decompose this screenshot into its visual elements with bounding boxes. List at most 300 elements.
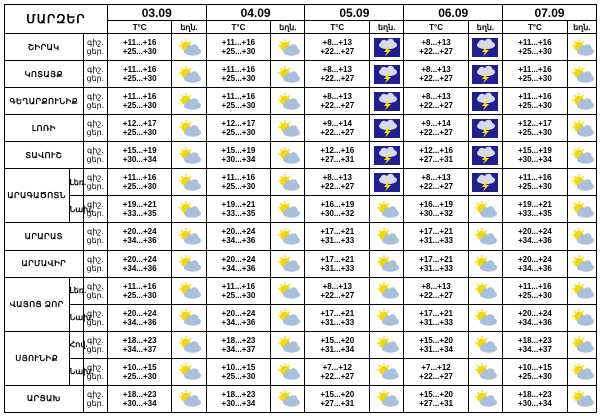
weather-cell xyxy=(567,142,596,169)
weather-cell xyxy=(271,61,305,88)
temperature-cell xyxy=(404,34,469,61)
day-temperature: +25...+30 xyxy=(517,182,552,192)
weather-cell xyxy=(370,61,404,88)
weather-cell xyxy=(271,223,305,250)
day-temperature: +31...+33 xyxy=(419,236,453,246)
weather-cell xyxy=(271,385,305,412)
forecast-row xyxy=(5,277,597,304)
temperature-cell xyxy=(206,358,271,385)
day-temperature: +25...+30 xyxy=(122,290,157,300)
temperature-cell xyxy=(107,115,172,142)
region-name: ԱՐԱՐԱՏ xyxy=(5,223,84,250)
weather-cell xyxy=(370,304,404,331)
day-temperature: +22...+27 xyxy=(320,47,355,57)
zone-label: Նախ. xyxy=(69,196,83,223)
day-label: ցեր. xyxy=(86,236,104,246)
day-temperature: +22...+27 xyxy=(419,128,453,138)
day-temperature: +34...+36 xyxy=(221,236,256,246)
date-header-1: 03.09 xyxy=(107,5,206,21)
sun-cloud-icon xyxy=(370,308,403,327)
sun-cloud-icon xyxy=(271,308,304,327)
sun-cloud-icon xyxy=(172,254,205,273)
temperature-cell xyxy=(107,34,172,61)
time-labels xyxy=(83,115,107,142)
night-temperature: +18...+23 xyxy=(122,389,157,399)
night-temperature: +15...+19 xyxy=(122,146,157,156)
weather-cell xyxy=(172,385,206,412)
time-labels xyxy=(83,385,107,412)
temperature-cell xyxy=(404,61,469,88)
temperature-cell xyxy=(305,88,370,115)
forecast-row xyxy=(5,169,597,196)
night-temperature: +12...+16 xyxy=(320,146,355,156)
sun-cloud-icon xyxy=(271,254,304,273)
sun-cloud-icon xyxy=(271,65,304,84)
temperature-cell xyxy=(503,115,568,142)
night-temperature: +8...+13 xyxy=(322,173,352,183)
sun-cloud-icon xyxy=(568,173,596,192)
night-label: գիշ. xyxy=(86,173,104,183)
weather-cell xyxy=(172,169,206,196)
forecast-row xyxy=(5,196,597,223)
weather-cell xyxy=(172,250,206,277)
night-temperature: +12...+17 xyxy=(221,119,256,129)
forecast-table xyxy=(4,4,597,413)
night-temperature: +8...+13 xyxy=(322,65,352,75)
night-temperature: +17...+21 xyxy=(320,254,355,264)
temperature-cell xyxy=(206,142,271,169)
sun-cloud-icon xyxy=(271,146,304,165)
day-temperature: +34...+36 xyxy=(221,317,256,327)
forecast-row xyxy=(5,115,597,142)
night-temperature: +10...+15 xyxy=(517,362,552,372)
day-temperature: +22...+27 xyxy=(419,74,453,84)
night-label: գիշ. xyxy=(86,254,104,264)
day-temperature: +33...+35 xyxy=(221,209,256,219)
day-temperature: +30...+32 xyxy=(320,209,355,219)
sun-cloud-icon xyxy=(172,92,205,111)
day-temperature: +22...+27 xyxy=(419,101,453,111)
weather-cell xyxy=(468,142,502,169)
time-labels xyxy=(83,331,107,358)
temperature-cell xyxy=(503,385,568,412)
forecast-row xyxy=(5,88,597,115)
region-name: ՎԱՅՈՑ ՁՈՐ xyxy=(5,277,70,331)
sun-cloud-icon xyxy=(271,92,304,111)
night-temperature: +11...+16 xyxy=(122,281,157,291)
day-temperature: +30...+34 xyxy=(221,155,256,165)
night-temperature: +11...+16 xyxy=(518,38,552,48)
sun-cloud-icon xyxy=(568,146,596,165)
day-temperature: +22...+27 xyxy=(419,182,453,192)
weather-cell xyxy=(172,358,206,385)
weather-cell xyxy=(271,277,305,304)
sun-cloud-icon xyxy=(568,335,596,354)
night-temperature: +9...+14 xyxy=(421,119,451,129)
night-temperature: +20...+24 xyxy=(517,308,552,318)
day-temperature: +25...+30 xyxy=(221,74,256,84)
temperature-cell xyxy=(206,250,271,277)
weather-cell xyxy=(271,196,305,223)
temperature-cell xyxy=(404,142,469,169)
temperature-cell xyxy=(305,385,370,412)
night-temperature: +17...+21 xyxy=(419,254,453,264)
sun-cloud-icon xyxy=(172,38,205,57)
region-name: ԱՐԱԳԱԾՈՏՆ xyxy=(5,169,70,223)
storm-cloud-icon xyxy=(370,119,403,138)
day-temperature: +22...+27 xyxy=(419,371,453,381)
night-label: գիշ. xyxy=(86,227,104,237)
temperature-cell xyxy=(404,385,469,412)
temperature-cell xyxy=(206,115,271,142)
weather-cell xyxy=(271,358,305,385)
day-temperature: +31...+33 xyxy=(320,236,355,246)
day-temperature: +34...+37 xyxy=(122,344,157,354)
sun-cloud-icon xyxy=(568,389,596,408)
sun-cloud-icon xyxy=(568,227,596,246)
temperature-cell xyxy=(107,358,172,385)
day-temperature: +25...+30 xyxy=(517,47,552,57)
forecast-row xyxy=(5,34,597,61)
sun-cloud-icon xyxy=(172,200,205,219)
day-temperature: +27...+31 xyxy=(320,398,355,408)
night-temperature: +16...+19 xyxy=(419,200,453,210)
night-temperature: +18...+23 xyxy=(221,389,256,399)
time-labels xyxy=(83,304,107,331)
day-temperature: +27...+31 xyxy=(419,398,453,408)
date-header-5: 07.09 xyxy=(503,5,597,21)
day-temperature: +34...+36 xyxy=(122,236,157,246)
night-temperature: +11...+16 xyxy=(122,65,157,75)
night-temperature: +20...+24 xyxy=(221,254,256,264)
day-temperature: +30...+34 xyxy=(221,398,256,408)
weather-cell xyxy=(468,331,502,358)
temperature-cell xyxy=(404,358,469,385)
day-temperature: +34...+37 xyxy=(517,344,552,354)
weather-cell xyxy=(468,115,502,142)
day-temperature: +22...+27 xyxy=(320,128,355,138)
forecast-row xyxy=(5,223,597,250)
day-temperature: +34...+36 xyxy=(517,317,552,327)
sun-cloud-icon xyxy=(172,281,205,300)
temperature-cell xyxy=(305,61,370,88)
day-temperature: +25...+30 xyxy=(122,101,157,111)
night-temperature: +11...+16 xyxy=(518,92,552,102)
sun-cloud-icon xyxy=(568,65,596,84)
zone-label: Նախ. xyxy=(69,358,83,385)
night-temperature: +7...+12 xyxy=(421,362,451,372)
temperature-cell xyxy=(206,223,271,250)
weather-cell xyxy=(468,304,502,331)
night-temperature: +20...+24 xyxy=(122,227,157,237)
day-label: ցեր. xyxy=(86,344,104,354)
time-labels xyxy=(83,250,107,277)
day-temperature: +34...+36 xyxy=(517,236,552,246)
storm-cloud-icon xyxy=(370,38,403,57)
weather-cell xyxy=(567,331,596,358)
sun-cloud-icon xyxy=(172,146,205,165)
day-temperature: +34...+37 xyxy=(221,344,256,354)
day-temperature: +25...+30 xyxy=(122,47,157,57)
temperature-cell xyxy=(503,34,568,61)
weather-cell xyxy=(567,169,596,196)
weather-cell xyxy=(172,277,206,304)
day-temperature: +31...+33 xyxy=(320,263,355,273)
weather-cell xyxy=(172,142,206,169)
sun-cloud-icon xyxy=(568,254,596,273)
night-temperature: +15...+20 xyxy=(320,335,355,345)
weather-cell xyxy=(370,331,404,358)
weather-cell xyxy=(370,250,404,277)
night-temperature: +15...+19 xyxy=(517,146,552,156)
weather-cell xyxy=(468,61,502,88)
temperature-cell xyxy=(305,331,370,358)
day-temperature: +25...+30 xyxy=(122,128,157,138)
region-name: ՏԱՎՈՒՇ xyxy=(5,142,84,169)
day-temperature: +27...+31 xyxy=(320,155,355,165)
region-name: ԱՐՑԱԽ xyxy=(5,385,84,412)
sun-cloud-icon xyxy=(172,362,205,381)
day-label: ցեր. xyxy=(86,74,104,84)
date-header-2: 04.09 xyxy=(206,5,305,21)
sun-cloud-icon xyxy=(172,119,205,138)
time-labels xyxy=(83,196,107,223)
weather-cell xyxy=(370,223,404,250)
weather-cell xyxy=(271,250,305,277)
storm-cloud-icon xyxy=(469,65,502,84)
day-label: ցեր. xyxy=(86,263,104,273)
weather-cell xyxy=(468,196,502,223)
forecast-table-body xyxy=(5,5,597,413)
sun-cloud-icon xyxy=(370,362,403,381)
sun-cloud-icon xyxy=(172,173,205,192)
weather-cell xyxy=(567,88,596,115)
weather-cell xyxy=(370,142,404,169)
night-temperature: +12...+17 xyxy=(122,119,157,129)
day-temperature: +25...+30 xyxy=(517,290,552,300)
sun-cloud-icon xyxy=(568,308,596,327)
region-name: ԳԵՂԱՐՔՈՒՆԻՔ xyxy=(5,88,84,115)
temperature-cell xyxy=(206,304,271,331)
weather-cell xyxy=(567,250,596,277)
weather-cell xyxy=(567,304,596,331)
sun-cloud-icon xyxy=(172,65,205,84)
day-temperature: +25...+30 xyxy=(517,74,552,84)
forecast-row xyxy=(5,250,597,277)
sun-cloud-icon xyxy=(568,38,596,57)
night-temperature: +11...+16 xyxy=(221,92,256,102)
weather-cell xyxy=(172,331,206,358)
weather-cell xyxy=(370,196,404,223)
temperature-cell xyxy=(404,331,469,358)
sun-cloud-icon xyxy=(568,200,596,219)
temperature-cell xyxy=(404,88,469,115)
day-temperature: +27...+31 xyxy=(419,155,453,165)
temperature-cell xyxy=(107,223,172,250)
night-temperature: +18...+23 xyxy=(517,335,552,345)
storm-cloud-icon xyxy=(370,173,403,192)
day-temperature: +25...+30 xyxy=(517,101,552,111)
night-temperature: +20...+24 xyxy=(517,254,552,264)
night-temperature: +8...+13 xyxy=(421,65,451,75)
day-temperature: +22...+27 xyxy=(320,371,355,381)
day-temperature: +34...+36 xyxy=(221,263,256,273)
weather-cell xyxy=(468,358,502,385)
temperature-cell xyxy=(107,331,172,358)
weather-cell xyxy=(172,223,206,250)
temperature-cell xyxy=(206,169,271,196)
night-temperature: +17...+21 xyxy=(419,308,453,318)
weather-cell xyxy=(468,88,502,115)
night-temperature: +11...+16 xyxy=(221,173,256,183)
sun-cloud-icon xyxy=(469,389,502,408)
weather-cell xyxy=(271,34,305,61)
weather-cell xyxy=(172,88,206,115)
temperature-cell xyxy=(206,196,271,223)
storm-cloud-icon xyxy=(370,146,403,165)
day-temperature: +22...+27 xyxy=(320,182,355,192)
weather-cell xyxy=(370,358,404,385)
time-labels xyxy=(83,88,107,115)
day-temperature: +25...+30 xyxy=(221,101,256,111)
night-label: գիշ. xyxy=(86,362,104,372)
forecast-row xyxy=(5,142,597,169)
region-name: ԼՈՌԻ xyxy=(5,115,84,142)
weather-header: եղն. xyxy=(172,21,206,34)
temperature-cell xyxy=(305,304,370,331)
night-temperature: +20...+24 xyxy=(517,227,552,237)
temperature-cell xyxy=(404,250,469,277)
temperature-cell xyxy=(503,250,568,277)
temperature-cell xyxy=(206,34,271,61)
day-temperature: +30...+34 xyxy=(517,155,552,165)
temperature-cell xyxy=(503,142,568,169)
night-temperature: +16...+19 xyxy=(320,200,355,210)
weather-cell xyxy=(567,385,596,412)
temperature-cell xyxy=(206,331,271,358)
day-temperature: +25...+30 xyxy=(221,47,256,57)
day-temperature: +25...+30 xyxy=(517,371,552,381)
weather-cell xyxy=(172,115,206,142)
night-temperature: +17...+21 xyxy=(320,227,355,237)
sun-cloud-icon xyxy=(271,173,304,192)
day-temperature: +34...+36 xyxy=(122,263,157,273)
region-name: ՍՅՈՒՆԻՔ xyxy=(5,331,70,385)
night-temperature: +20...+24 xyxy=(221,308,256,318)
day-label: ցեր. xyxy=(86,398,104,408)
storm-cloud-icon xyxy=(469,173,502,192)
sun-cloud-icon xyxy=(370,200,403,219)
weather-cell xyxy=(172,34,206,61)
weather-cell xyxy=(567,358,596,385)
night-temperature: +8...+13 xyxy=(421,38,451,48)
sun-cloud-icon xyxy=(271,281,304,300)
region-name: ՇԻՐԱԿ xyxy=(5,34,84,61)
sun-cloud-icon xyxy=(172,389,205,408)
temperature-cell xyxy=(107,142,172,169)
forecast-row xyxy=(5,358,597,385)
weather-cell xyxy=(370,385,404,412)
day-label: ցեր. xyxy=(86,101,104,111)
weather-cell xyxy=(468,277,502,304)
date-header-3: 05.09 xyxy=(305,5,404,21)
sun-cloud-icon xyxy=(271,227,304,246)
temperature-header: T°C xyxy=(404,21,469,34)
sun-cloud-icon xyxy=(172,335,205,354)
temperature-cell xyxy=(206,277,271,304)
storm-cloud-icon xyxy=(469,38,502,57)
night-temperature: +18...+23 xyxy=(221,335,256,345)
night-label: գիշ. xyxy=(86,38,104,48)
weather-cell xyxy=(567,196,596,223)
sun-cloud-icon xyxy=(271,335,304,354)
day-temperature: +31...+34 xyxy=(419,344,453,354)
weather-cell xyxy=(567,61,596,88)
storm-cloud-icon xyxy=(370,92,403,111)
night-temperature: +19...+21 xyxy=(221,200,256,210)
day-temperature: +22...+27 xyxy=(320,290,355,300)
storm-cloud-icon xyxy=(469,146,502,165)
weather-cell xyxy=(370,169,404,196)
weather-cell xyxy=(271,304,305,331)
sun-cloud-icon xyxy=(370,281,403,300)
temperature-cell xyxy=(503,331,568,358)
sun-cloud-icon xyxy=(469,362,502,381)
temperature-cell xyxy=(404,304,469,331)
temperature-cell xyxy=(305,250,370,277)
sun-cloud-icon xyxy=(469,227,502,246)
day-label: ցեր. xyxy=(86,182,104,192)
weather-cell xyxy=(370,34,404,61)
day-temperature: +22...+27 xyxy=(419,290,453,300)
weather-cell xyxy=(271,115,305,142)
day-temperature: +34...+36 xyxy=(122,317,157,327)
sun-cloud-icon xyxy=(469,254,502,273)
night-temperature: +9...+14 xyxy=(322,119,352,129)
day-temperature: +25...+30 xyxy=(122,371,157,381)
sun-cloud-icon xyxy=(172,308,205,327)
night-label: գիշ. xyxy=(86,146,104,156)
night-temperature: +8...+13 xyxy=(322,281,352,291)
weather-header: եղն. xyxy=(271,21,305,34)
night-temperature: +15...+20 xyxy=(419,389,453,399)
weather-cell xyxy=(271,169,305,196)
time-labels xyxy=(83,223,107,250)
weather-cell xyxy=(468,223,502,250)
time-labels xyxy=(83,34,107,61)
weather-cell xyxy=(567,277,596,304)
zone-label: Հով. xyxy=(69,331,83,358)
temperature-cell xyxy=(503,169,568,196)
weather-cell xyxy=(468,34,502,61)
temperature-cell xyxy=(206,88,271,115)
night-temperature: +15...+20 xyxy=(320,389,355,399)
night-temperature: +12...+17 xyxy=(517,119,552,129)
date-header-4: 06.09 xyxy=(404,5,503,21)
night-temperature: +11...+16 xyxy=(221,65,256,75)
time-labels xyxy=(83,61,107,88)
temperature-cell xyxy=(107,196,172,223)
day-temperature: +34...+36 xyxy=(517,263,552,273)
temperature-header: T°C xyxy=(305,21,370,34)
weather-cell xyxy=(370,88,404,115)
day-temperature: +25...+30 xyxy=(517,128,552,138)
day-label: ցեր. xyxy=(86,371,104,381)
forecast-row xyxy=(5,385,597,412)
night-temperature: +20...+24 xyxy=(122,308,157,318)
temperature-cell xyxy=(503,196,568,223)
night-label: գիշ. xyxy=(86,92,104,102)
